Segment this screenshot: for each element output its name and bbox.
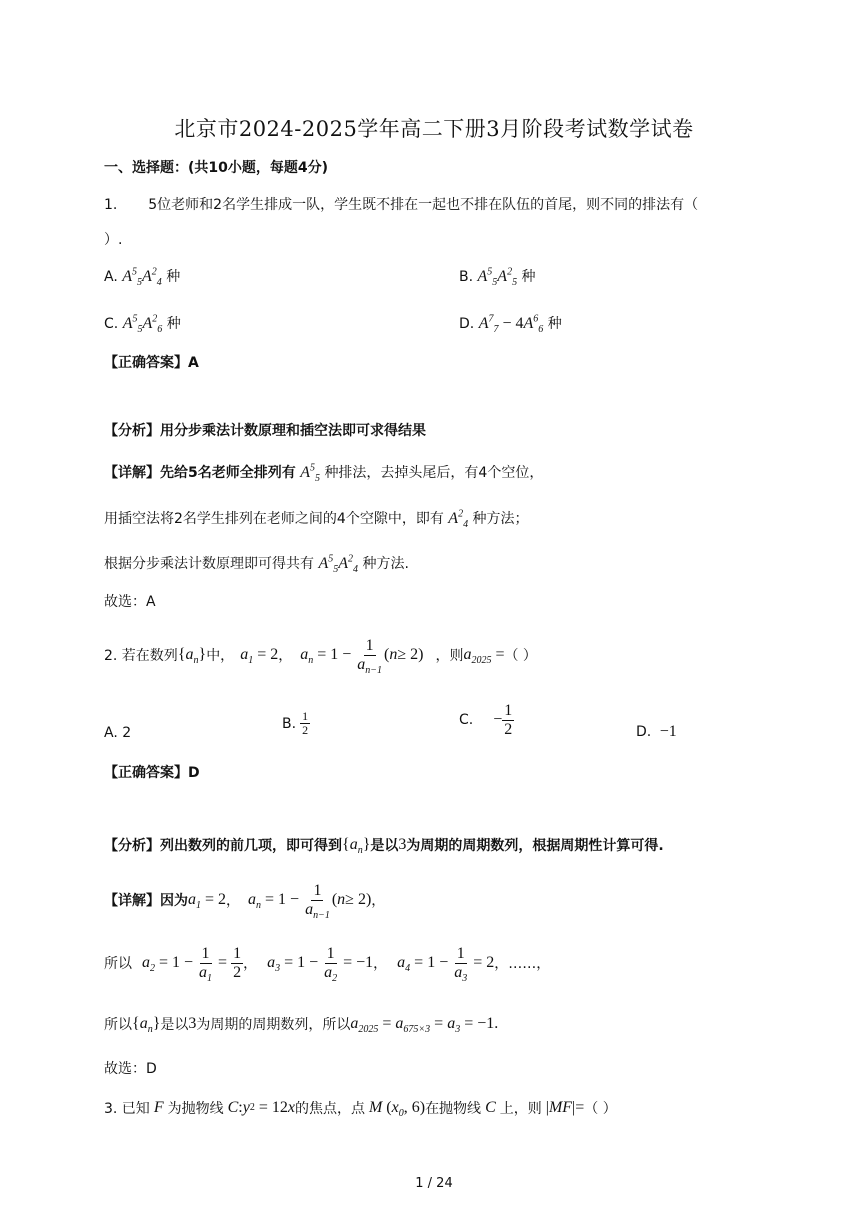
q1-number: 1. xyxy=(104,197,118,213)
q1-stem xyxy=(104,194,698,214)
q2-detail-line2: 所以 $a_2$ = 1 − $\frac{1}{a_1}$ = $\frac{1}{2}$ ， $a_3$ = 1 − $\frac{1}{a_2}$ = −1 ， $a_4$ = 1 − $\frac{1}{a_3}$ = 2 ，……， xyxy=(104,945,551,984)
section-heading: 一、选择题：(共10小题，每题4分) xyxy=(104,160,329,176)
q3-stem: 3. 已知 F 为抛物线 C : y 2 = 12 x 的焦点，点 M ( $x_0$ , 6) 在抛物线 C 上，则 | MF |= （ ） xyxy=(104,1099,617,1120)
q2-option-d: D. −1 xyxy=(636,723,677,740)
q1-answer: 【正确答案】A xyxy=(104,355,199,371)
q1-option-d: D. $A^7_7 - 4A^6_6$ 种 xyxy=(459,313,562,336)
q1-detail-line1: 【详解】先给5名老师全排列有 $A^5_5$ 种排法，去掉头尾后，有4个空位， xyxy=(104,462,544,485)
q1-stem-text: 5位老师和2名学生排成一队，学生既不排在一起也不排在队伍的首尾，则不同的排法有（ xyxy=(148,197,699,213)
q2-detail-line3: 所以 { $a_n$ } 是以 3 为周期的周期数列，所以 $a_{2025}$ = $a_{675\times 3}$ = $a_3$ = −1 . xyxy=(104,1015,499,1036)
q1-option-b: B. $A^5_5A^2_5$ 种 xyxy=(459,266,536,289)
q2-option-b: B. $\frac{1}{2}$ xyxy=(282,709,309,738)
q1-detail-line3: 根据分步乘法计数原理即可得共有 $A^5_5A^2_4$ 种方法. xyxy=(104,553,409,576)
q2-detail-line1: 【详解】因为 $a_1$ = 2 ， $a_n$ = 1 − $\frac{1}{a_{n-1}}$ ( n ≥ 2) ， xyxy=(104,882,386,921)
q1-choose: 故选：A xyxy=(104,594,156,610)
page-title: 北京市2024-2025学年高二下册3月阶段考试数学试卷 xyxy=(174,117,694,141)
q2-analysis: 【分析】列出数列的前几项，即可得到 { $a_n$ } 是以 3 为周期的周期数列，根据周期性计算可得. xyxy=(104,836,664,857)
q1-detail-line2: 用插空法将2名学生排列在老师之间的4个空隙中，即有 $A^2_4$ 种方法； xyxy=(104,508,529,531)
page-number: 1 / 24 xyxy=(415,1176,453,1191)
q1-option-c: C. $A^5_5A^2_6$ 种 xyxy=(104,313,181,336)
q1-option-a: A. $A^5_5A^2_4$ 种 xyxy=(104,266,181,289)
q2-stem: 2. 若在数列 { $a_n$ } 中， $a_1$ = 2 ， $a_n$ = 1 − $\frac{1}{a_{n-1}}$ ( n ≥ 2) ，则 $a_{2025}$ = （ ） xyxy=(104,637,537,676)
q2-option-a: A. 2 xyxy=(104,725,132,741)
q1-stem-end: ）. xyxy=(104,232,123,248)
q2-option-c: C. − $\frac{1}{2}$ xyxy=(459,702,513,738)
q2-choose: 故选：D xyxy=(104,1061,157,1077)
q1-analysis: 【分析】用分步乘法计数原理和插空法即可求得结果 xyxy=(104,423,426,439)
q2-answer: 【正确答案】D xyxy=(104,765,200,781)
